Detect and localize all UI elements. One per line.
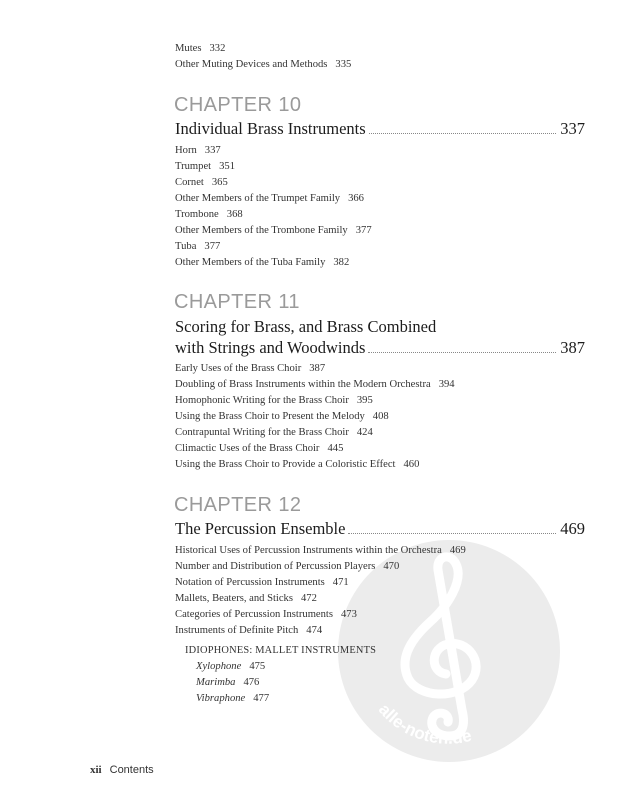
entry-page: 368: [226, 209, 243, 220]
entry-page: 470: [383, 561, 400, 572]
entry-page: 460: [403, 459, 420, 470]
chapter-page: 337: [560, 119, 585, 138]
entry-title: Cornet: [175, 177, 204, 188]
entry-page: 472: [300, 593, 317, 604]
footer-label: Contents: [109, 764, 154, 776]
entry-title: Mutes: [175, 43, 202, 54]
entry-page: 395: [356, 395, 373, 406]
entry-title: Other Members of the Trumpet Family: [175, 193, 341, 204]
entry-title: Horn: [175, 145, 197, 156]
entry-page: 332: [209, 43, 226, 54]
toc-subentry[interactable]: [196, 660, 265, 673]
chapter-title-text: The Percussion Ensemble: [175, 519, 346, 538]
chapter-page: 387: [560, 338, 585, 357]
chapter-title[interactable]: [175, 118, 585, 139]
entry-page: 394: [438, 379, 455, 390]
toc-entry[interactable]: [175, 576, 349, 589]
entry-page: 473: [341, 609, 357, 620]
entry-page: 382: [333, 257, 350, 268]
toc-entry[interactable]: [175, 378, 455, 391]
entry-page: 351: [219, 161, 235, 172]
toc-entry[interactable]: [175, 410, 389, 423]
entry-page: 469: [449, 545, 466, 556]
chapter-label: CHAPTER 11: [174, 291, 300, 313]
entry-page: 424: [356, 427, 373, 438]
entry-title: Mallets, Beaters, and Sticks: [175, 593, 293, 604]
entry-title: Other Muting Devices and Methods: [175, 59, 328, 70]
entry-page: 377: [204, 241, 221, 252]
toc-entry[interactable]: [175, 394, 373, 407]
toc-entry[interactable]: [175, 144, 221, 157]
page-folio: xii: [90, 764, 102, 776]
toc-entry[interactable]: [175, 442, 343, 455]
watermark-text: alle-noten.de: [374, 700, 474, 748]
chapter-title-text: Scoring for Brass, and Brass Combined: [175, 317, 437, 336]
entry-title: Using the Brass Choir to Present the Melody: [175, 411, 365, 422]
entry-page: 475: [249, 661, 266, 672]
toc-entry[interactable]: [175, 42, 225, 55]
chapter-label: CHAPTER 10: [174, 94, 302, 116]
entry-title: Using the Brass Choir to Provide a Coloristic Effect: [175, 459, 396, 470]
entry-page: 476: [243, 677, 260, 688]
toc-entry[interactable]: [175, 458, 419, 471]
entry-page: 471: [332, 577, 349, 588]
entry-title: Historical Uses of Percussion Instruments within the Orchestra: [175, 545, 442, 556]
toc-entry[interactable]: [175, 176, 228, 189]
entry-page: 408: [372, 411, 389, 422]
entry-title: Contrapuntal Writing for the Brass Choir: [175, 427, 349, 438]
toc-entry[interactable]: [175, 240, 220, 253]
entry-page: 365: [211, 177, 228, 188]
toc-entry[interactable]: [175, 58, 351, 71]
entry-title: Climactic Uses of the Brass Choir: [175, 443, 320, 454]
leader-dots: [348, 532, 556, 534]
entry-page: 477: [253, 693, 270, 704]
toc-entry[interactable]: [175, 362, 325, 375]
toc-entry[interactable]: [175, 256, 349, 269]
toc-entry[interactable]: [175, 192, 364, 205]
toc-subheading: IDIOPHONES: MALLET INSTRUMENTS: [185, 645, 377, 656]
toc-entry[interactable]: [175, 608, 357, 621]
toc-entry[interactable]: [175, 592, 317, 605]
entry-page: 474: [306, 625, 323, 636]
leader-dots: [368, 351, 556, 353]
toc-entry[interactable]: [175, 160, 235, 173]
chapter-label: CHAPTER 12: [174, 494, 302, 516]
toc-entry[interactable]: [175, 208, 243, 221]
chapter-page: 469: [560, 519, 585, 538]
toc-entry[interactable]: [175, 560, 399, 573]
chapter-title[interactable]: [175, 518, 585, 539]
toc-subentry[interactable]: [196, 692, 269, 705]
entry-title: Trombone: [175, 209, 219, 220]
chapter-title-text: with Strings and Woodwinds: [175, 338, 366, 357]
toc-entry[interactable]: [175, 624, 322, 637]
entry-title: Tuba: [175, 241, 197, 252]
toc-entry[interactable]: [175, 544, 466, 557]
toc-entry[interactable]: [175, 224, 372, 237]
entry-title: Trumpet: [175, 161, 212, 172]
entry-title: Vibraphone: [196, 693, 246, 704]
entry-title: Categories of Percussion Instruments: [175, 609, 333, 620]
entry-title: Other Members of the Trombone Family: [175, 225, 348, 236]
entry-page: 377: [355, 225, 372, 236]
entry-title: Early Uses of the Brass Choir: [175, 363, 302, 374]
toc-entry[interactable]: [175, 426, 373, 439]
chapter-title-text: Individual Brass Instruments: [175, 119, 366, 138]
toc-subentry[interactable]: [196, 676, 259, 689]
entry-page: 335: [335, 59, 352, 70]
chapter-title[interactable]: [175, 316, 585, 358]
entry-page: 445: [327, 443, 344, 454]
entry-page: 387: [309, 363, 326, 374]
entry-title: Homophonic Writing for the Brass Choir: [175, 395, 349, 406]
page-footer: [90, 764, 154, 776]
entry-title: Instruments of Definite Pitch: [175, 625, 299, 636]
entry-title: Xylophone: [196, 661, 242, 672]
entry-title: Other Members of the Tuba Family: [175, 257, 326, 268]
entry-page: 366: [348, 193, 364, 204]
leader-dots: [369, 132, 557, 134]
entry-title: Notation of Percussion Instruments: [175, 577, 325, 588]
entry-title: Doubling of Brass Instruments within the Modern Orchestra: [175, 379, 431, 390]
entry-title: Marimba: [196, 677, 236, 688]
entry-title: Number and Distribution of Percussion Players: [175, 561, 376, 572]
entry-page: 337: [204, 145, 221, 156]
